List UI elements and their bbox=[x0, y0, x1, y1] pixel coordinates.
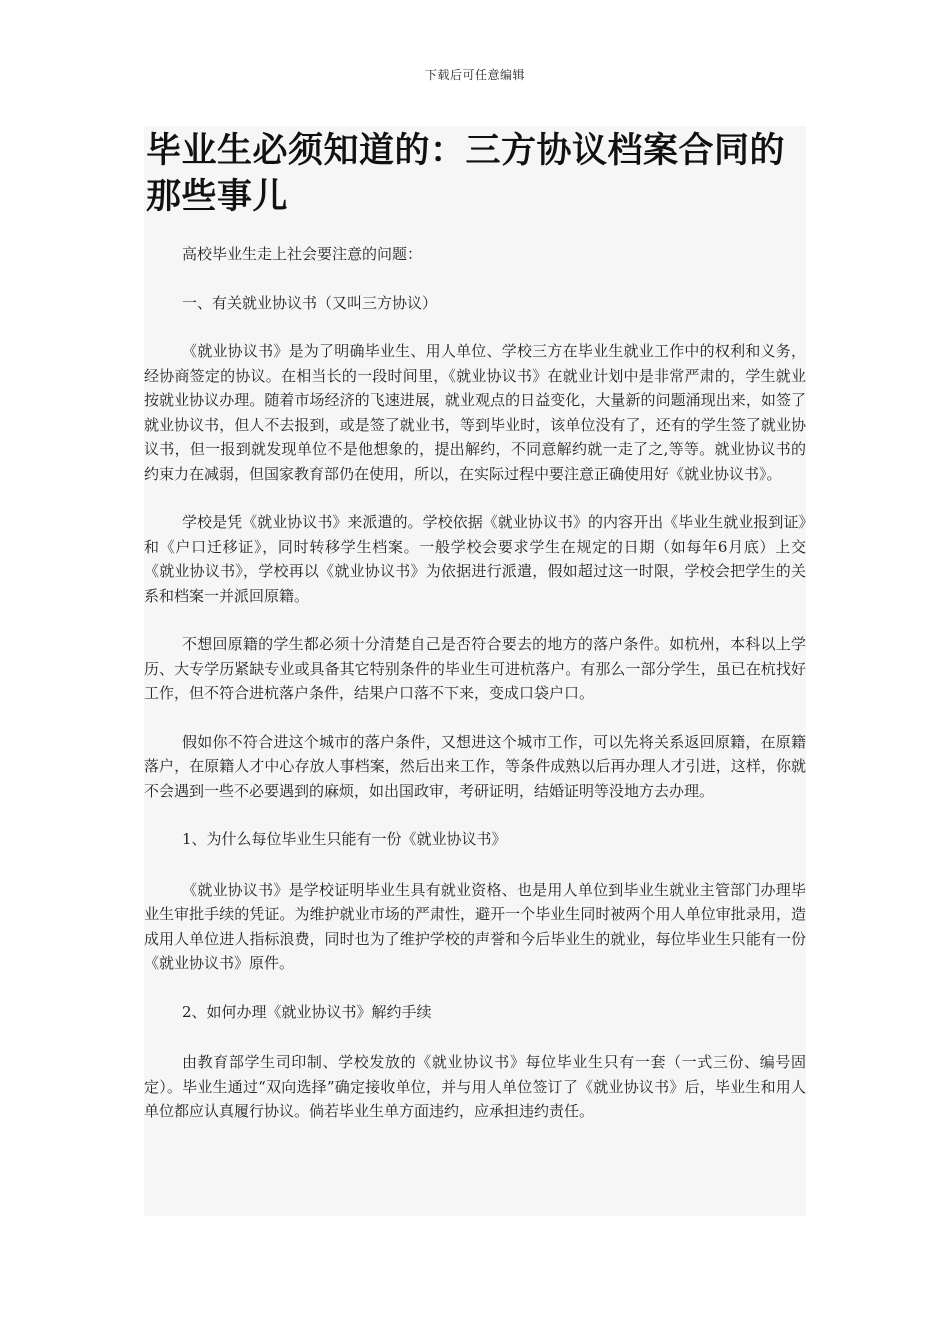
paragraph: 不想回原籍的学生都必须十分清楚自己是否符合要去的地方的落户条件。如杭州，本科以上学历、大专学历紧缺专业或具备其它特别条件的毕业生可进杭落户。有那么一部分学生，虽已在杭找好工作，但不符合进杭落户条件，结果户口落不下来，变成口袋户口。 bbox=[144, 635, 806, 702]
download-note: 下载后可任意编辑 bbox=[424, 68, 525, 82]
article-text bbox=[144, 242, 806, 1124]
paragraph: 《就业协议书》是为了明确毕业生、用人单位、学校三方在毕业生就业工作中的权利和义务，经协商签定的协议。在相当长的一段时间里，《就业协议书》在就业计划中是非常严肃的，学生就业按就业协议办理。随着市场经济的飞速进展，就业观点的日益变化，大量新的问题涌现出来，如签了就业协议书，但人不去报到，或是签了就业书，等到毕业时，该单位没有了，还有的学生签了就业协议书，但一报到就发现单位不是他想象的，提出解约，不同意解约就一走了之,等等。就业协议书的约束力在减弱，但国家教育部仍在使用，所以，在实际过程中要注意正确使用好《就业协议书》。 bbox=[144, 342, 806, 483]
paragraph: 假如你不符合进这个城市的落户条件，又想进这个城市工作，可以先将关系返回原籍，在原籍落户，在原籍人才中心存放人事档案，然后出来工作，等条件成熟以后再办理人才引进，这样，你就不会遇到一些不必要遇到的麻烦，如出国政审，考研证明，结婚证明等没地方去办理。 bbox=[144, 732, 806, 800]
subheading-2: 2、如何办理《就业协议书》解约手续 bbox=[182, 1002, 432, 1021]
article-body bbox=[144, 126, 806, 1216]
section-heading-1: 一、有关就业协议书（又叫三方协议） bbox=[182, 293, 438, 312]
paragraph: 由教育部学生司印制、学校发放的《就业协议书》每位毕业生只有一套（一式三份、编号固定）。毕业生通过“双向选择”确定接收单位，并与用人单位签订了《就业协议书》后，毕业生和用人单位都应认真履行协议。倘若毕业生单方面违约，应承担违约责任。 bbox=[144, 1053, 806, 1120]
intro-paragraph: 高校毕业生走上社会要注意的问题： bbox=[182, 245, 423, 263]
subheading-1: 1、为什么每位毕业生只能有一份《就业协议书》 bbox=[182, 830, 507, 848]
paragraph: 学校是凭《就业协议书》来派遣的。学校依据《就业协议书》的内容开出《毕业生就业报到证》和《户口迁移证》，同时转移学生档案。一般学校会要求学生在规定的日期（如每年6月底）上交《就业协议书》，学校再以《就业协议书》为依据进行派遣，假如超过这一时限，学校会把学生的关系和档案一并派回原籍。 bbox=[144, 513, 806, 605]
paragraph: 《就业协议书》是学校证明毕业生具有就业资格、也是用人单位到毕业生就业主管部门办理毕业生审批手续的凭证。为维护就业市场的严肃性，避开一个毕业生同时被两个用人单位审批录用，造成用人单位进人指标浪费，同时也为了维护学校的声誉和今后毕业生的就业，每位毕业生只能有一份《就业协议书》原件。 bbox=[144, 880, 806, 972]
article-title: 毕业生必须知道的：三方协议档案合同的那些事儿 bbox=[146, 131, 786, 217]
